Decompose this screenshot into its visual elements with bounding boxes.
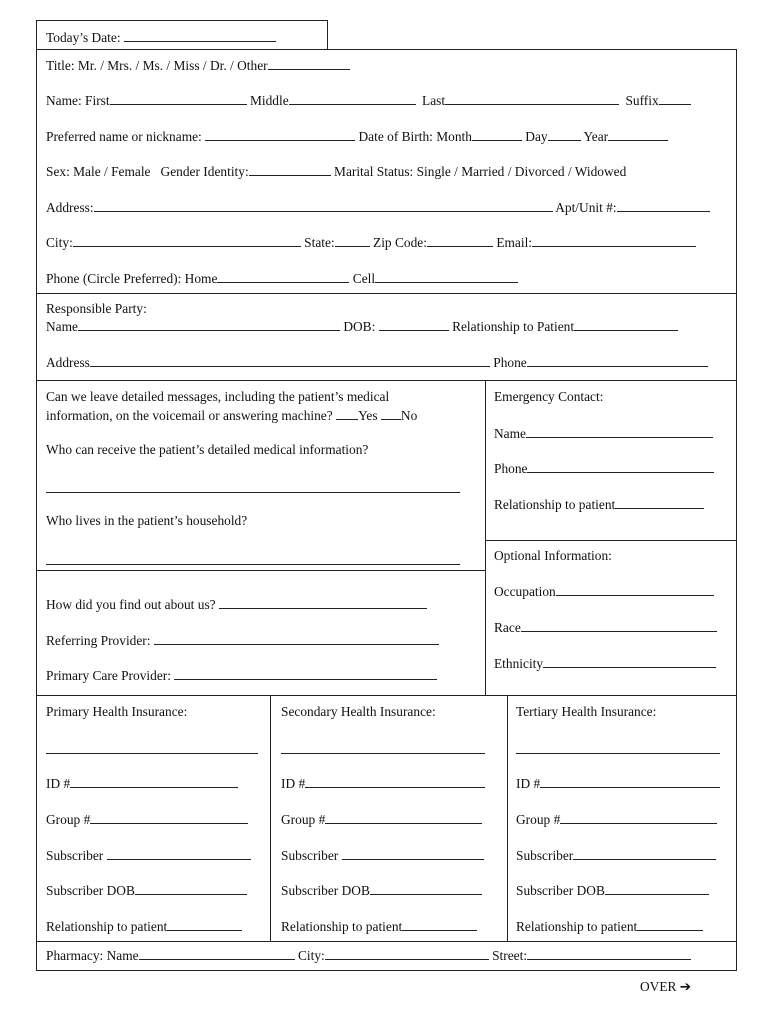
divider-insurance xyxy=(36,695,737,696)
referring-provider-field[interactable] xyxy=(154,633,439,645)
find-us-field[interactable] xyxy=(219,597,427,609)
dob-year-field[interactable] xyxy=(608,129,668,141)
race-field[interactable] xyxy=(521,620,717,632)
divider-messages xyxy=(36,380,737,381)
responsible-name-field[interactable] xyxy=(78,319,340,331)
ethnicity-row: Ethnicity xyxy=(494,656,716,670)
cell-phone-field[interactable] xyxy=(375,271,518,283)
occupation-field[interactable] xyxy=(556,584,714,596)
responsible-heading: Responsible Party: xyxy=(46,301,147,316)
todays-date-label: Today’s Date: xyxy=(46,30,276,44)
city-field[interactable] xyxy=(73,235,301,247)
over-label: OVER ➔ xyxy=(640,979,692,994)
insurance-heading: Secondary Health Insurance: xyxy=(281,704,436,719)
preferred-name-field[interactable] xyxy=(205,129,355,141)
insurance-group-row: Group # xyxy=(281,812,482,826)
divider-responsible xyxy=(36,293,737,294)
occupation-row: Occupation xyxy=(494,584,714,598)
insurance-subscriber-field[interactable] xyxy=(573,848,716,860)
household-field[interactable] xyxy=(46,564,460,565)
insurance-relationship-field[interactable] xyxy=(167,919,242,931)
ethnicity-field[interactable] xyxy=(543,656,716,668)
first-name-field[interactable] xyxy=(110,93,247,105)
last-name-field[interactable] xyxy=(445,93,619,105)
insurance-id-field[interactable] xyxy=(540,776,720,788)
divider-pharmacy xyxy=(36,941,737,942)
referring-provider-row: Referring Provider: xyxy=(46,633,439,647)
divider-insurance-1 xyxy=(270,695,271,941)
insurance-sub-dob-row: Subscriber DOB xyxy=(516,883,709,897)
insurance-sub-dob-field[interactable] xyxy=(135,883,247,895)
insurance-relationship-row: Relationship to patient xyxy=(516,919,703,933)
state-field[interactable] xyxy=(335,235,370,247)
insurance-group-row: Group # xyxy=(516,812,717,826)
insurance-group-field[interactable] xyxy=(560,812,717,824)
emergency-heading: Emergency Contact: xyxy=(494,389,604,404)
responsible-phone-field[interactable] xyxy=(527,355,708,367)
insurance-id-field[interactable] xyxy=(70,776,238,788)
address-row: Address: Apt/Unit #: xyxy=(46,200,710,214)
race-row: Race xyxy=(494,620,717,634)
title-other-field[interactable] xyxy=(268,58,350,70)
divider-optional xyxy=(485,540,737,541)
insurance-relationship-row: Relationship to patient xyxy=(281,919,477,933)
insurance-subscriber-row: Subscriber xyxy=(281,848,484,862)
divider-right-column xyxy=(485,380,486,696)
emergency-phone-field[interactable] xyxy=(527,461,714,473)
pharmacy-street-field[interactable] xyxy=(527,948,691,960)
insurance-relationship-row: Relationship to patient xyxy=(46,919,242,933)
insurance-relationship-field[interactable] xyxy=(637,919,703,931)
emergency-relationship-field[interactable] xyxy=(615,497,704,509)
messages-no-field[interactable] xyxy=(381,408,401,420)
dob-month-field[interactable] xyxy=(472,129,522,141)
insurance-subscriber-field[interactable] xyxy=(342,848,484,860)
insurance-subscriber-row: Subscriber xyxy=(516,848,716,862)
divider-insurance-2 xyxy=(507,695,508,941)
messages-line-1: Can we leave detailed messages, including the patient’s medical xyxy=(46,389,390,404)
optional-heading: Optional Information: xyxy=(494,548,612,563)
phone-row: Phone (Circle Preferred): Home Cell xyxy=(46,271,518,285)
pharmacy-row: Pharmacy: Name City: Street: xyxy=(46,948,691,962)
emergency-name-row: Name xyxy=(494,426,713,440)
insurance-id-row: ID # xyxy=(516,776,720,790)
who-receive-label: Who can receive the patient’s detailed medical information? xyxy=(46,442,369,457)
preferred-row: Preferred name or nickname: Date of Birth: Month Day Year xyxy=(46,129,668,143)
dob-day-field[interactable] xyxy=(548,129,581,141)
insurance-subscriber-field[interactable] xyxy=(107,848,251,860)
insurance-relationship-field[interactable] xyxy=(402,919,477,931)
insurance-sub-dob-field[interactable] xyxy=(370,883,482,895)
insurance-heading: Primary Health Insurance: xyxy=(46,704,188,719)
responsible-relationship-field[interactable] xyxy=(574,319,678,331)
insurance-name-field[interactable] xyxy=(281,753,485,754)
insurance-id-row: ID # xyxy=(281,776,485,790)
insurance-subscriber-row: Subscriber xyxy=(46,848,251,862)
responsible-name-row: Name DOB: Relationship to Patient xyxy=(46,319,678,333)
pharmacy-city-field[interactable] xyxy=(325,948,489,960)
zip-field[interactable] xyxy=(427,235,493,247)
insurance-sub-dob-row: Subscriber DOB xyxy=(281,883,482,897)
pharmacy-name-field[interactable] xyxy=(139,948,295,960)
email-field[interactable] xyxy=(532,235,696,247)
insurance-sub-dob-field[interactable] xyxy=(605,883,709,895)
messages-yes-field[interactable] xyxy=(336,408,358,420)
insurance-heading: Tertiary Health Insurance: xyxy=(516,704,657,719)
middle-name-field[interactable] xyxy=(289,93,416,105)
divider-referral xyxy=(36,570,485,571)
home-phone-field[interactable] xyxy=(217,271,349,283)
primary-care-field[interactable] xyxy=(174,668,437,680)
address-field[interactable] xyxy=(94,200,553,212)
gender-identity-field[interactable] xyxy=(249,164,331,176)
insurance-sub-dob-row: Subscriber DOB xyxy=(46,883,247,897)
title-row: Title: Mr. / Mrs. / Ms. / Miss / Dr. / Other xyxy=(46,58,350,72)
find-us-row: How did you find out about us? xyxy=(46,597,427,611)
emergency-relationship-row: Relationship to patient xyxy=(494,497,704,511)
sex-row: Sex: Male / Female Gender Identity: Marital Status: Single / Married / Divorced / Widowed xyxy=(46,164,627,179)
insurance-name-field[interactable] xyxy=(46,753,258,754)
insurance-id-row: ID # xyxy=(46,776,238,790)
who-receive-field[interactable] xyxy=(46,492,460,493)
responsible-address-row: Address Phone xyxy=(46,355,708,369)
insurance-id-field[interactable] xyxy=(305,776,485,788)
name-row: Name: First Middle Last Suffix xyxy=(46,93,691,107)
insurance-name-field[interactable] xyxy=(516,753,720,754)
insurance-group-field[interactable] xyxy=(325,812,482,824)
todays-date-field[interactable] xyxy=(124,30,276,42)
responsible-address-field[interactable] xyxy=(90,355,490,367)
suffix-field[interactable] xyxy=(659,93,691,105)
insurance-group-row: Group # xyxy=(46,812,248,826)
responsible-dob-field[interactable] xyxy=(379,319,449,331)
messages-line-2: information, on the voicemail or answering machine? Yes No xyxy=(46,408,418,423)
city-row: City: State: Zip Code: Email: xyxy=(46,235,696,249)
emergency-phone-row: Phone xyxy=(494,461,714,475)
primary-care-row: Primary Care Provider: xyxy=(46,668,437,682)
apt-field[interactable] xyxy=(617,200,710,212)
insurance-group-field[interactable] xyxy=(90,812,248,824)
household-label: Who lives in the patient’s household? xyxy=(46,513,248,528)
emergency-name-field[interactable] xyxy=(526,426,713,438)
